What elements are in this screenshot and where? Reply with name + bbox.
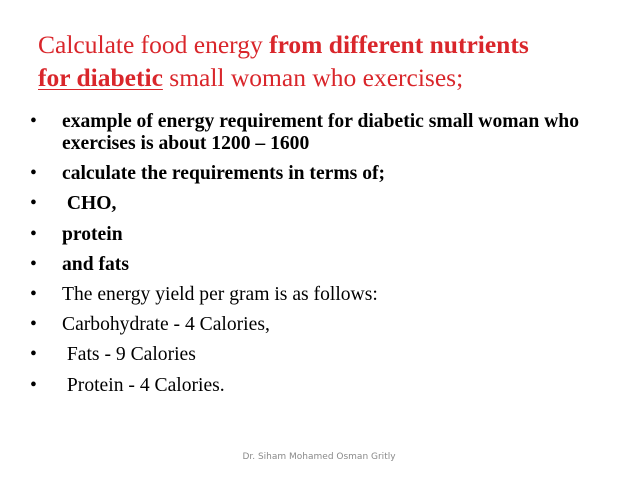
- bullet-marker: •: [30, 314, 37, 336]
- bullet-item: [30, 254, 620, 276]
- bullet-marker: •: [30, 111, 37, 132]
- bullet-item: [30, 375, 620, 397]
- bullet-text: CHO,: [62, 193, 117, 215]
- bullet-marker: •: [30, 283, 37, 305]
- bullet-item: [30, 163, 620, 185]
- bullet-item: [30, 111, 620, 155]
- bullet-text: The energy yield per gram is as follows:: [62, 283, 378, 305]
- bullet-item: [30, 314, 620, 336]
- title-part-3: for diabetic: [38, 63, 163, 92]
- bullet-text: and fats: [62, 253, 129, 275]
- bullet-item: [30, 284, 620, 306]
- bullet-item: [30, 193, 620, 215]
- bullet-marker: •: [30, 193, 37, 215]
- bullet-marker: •: [30, 344, 37, 366]
- bullet-text: Protein - 4 Calories.: [62, 374, 225, 396]
- bullet-marker: •: [30, 163, 37, 185]
- bullet-marker: •: [30, 374, 37, 396]
- bullet-item: [30, 224, 620, 246]
- bullet-marker: •: [30, 223, 37, 245]
- slide-footer: Dr. Siham Mohamed Osman Gritly: [242, 452, 396, 462]
- bullet-text: example of energy requirement for diabetic small woman who exercises is about 1200 – 1600: [62, 111, 579, 154]
- title-part-2: from different nutrients: [269, 30, 529, 59]
- bullet-text: Carbohydrate - 4 Calories,: [62, 314, 270, 336]
- bullet-text: Fats - 9 Calories: [62, 344, 196, 366]
- bullet-text: protein: [62, 223, 123, 245]
- bullet-text: calculate the requirements in terms of;: [62, 163, 386, 185]
- bullet-marker: •: [30, 253, 37, 275]
- bullet-list: [30, 111, 620, 405]
- bullet-item: [30, 344, 620, 366]
- title-part-1: Calculate food energy: [38, 30, 270, 59]
- title-part-4: small woman who exercises;: [162, 63, 464, 92]
- slide-title: [38, 28, 618, 94]
